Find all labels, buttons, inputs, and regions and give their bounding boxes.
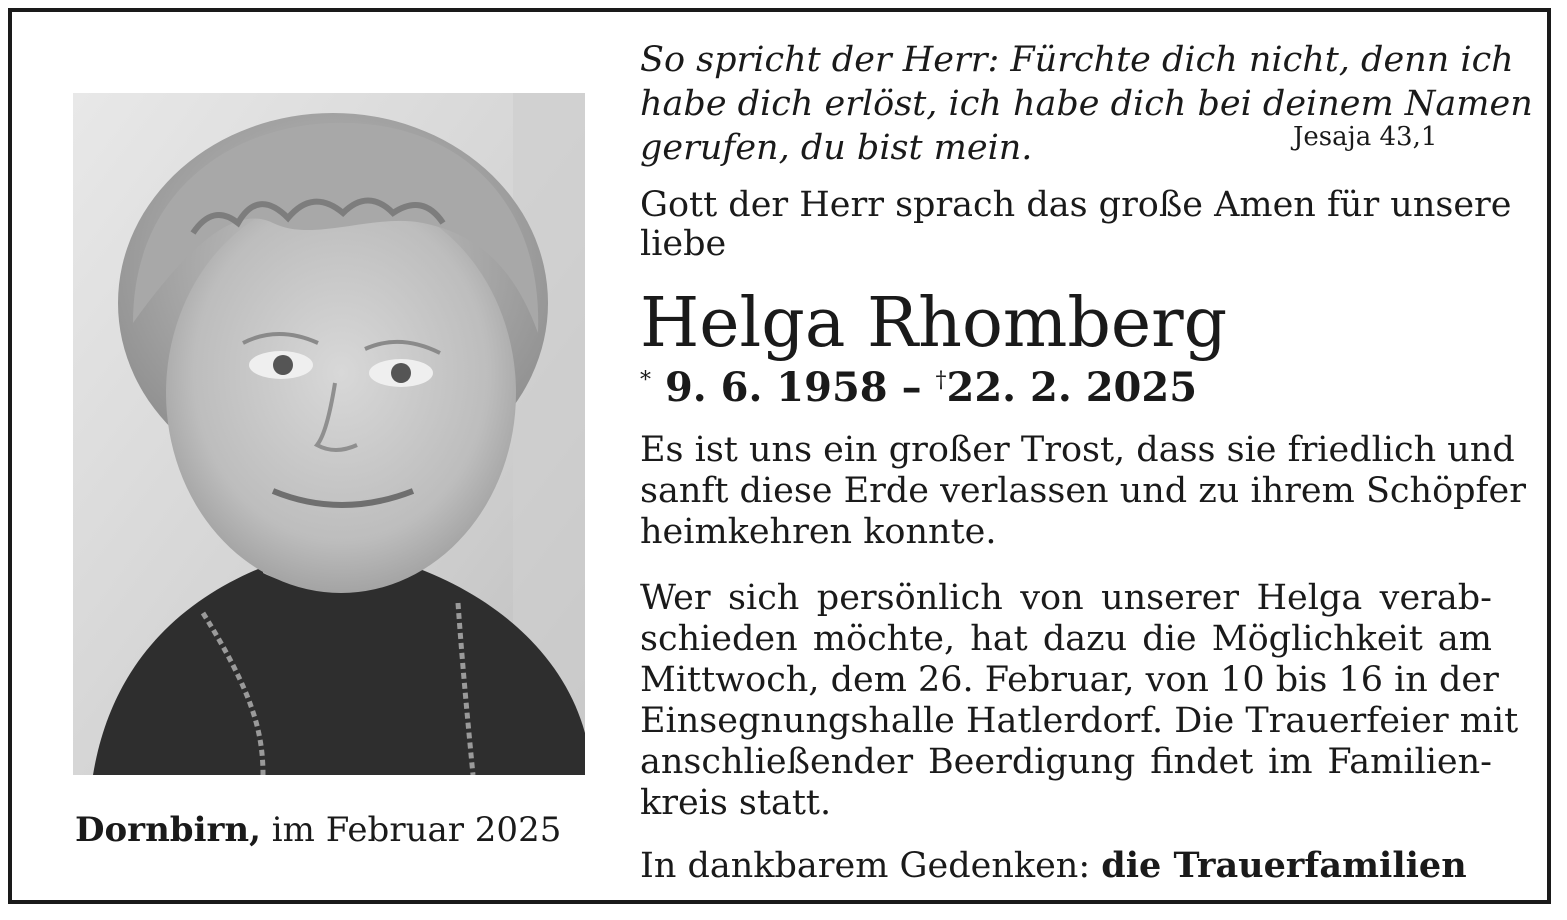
quote-line: habe dich erlöst, ich habe dich bei deinem Namen — [640, 84, 1533, 124]
intro-line: Gott der Herr sprach das große Amen für unsere — [640, 185, 1512, 225]
paragraph-line: anschließender Beerdigung findet im Familien- — [640, 742, 1492, 782]
paragraph-line: heimkehren konnte. — [640, 512, 997, 552]
place-city: Dornbirn, — [75, 810, 261, 850]
life-dates — [640, 364, 1495, 411]
death-symbol: † — [935, 368, 947, 393]
portrait-photo — [73, 93, 585, 775]
birth-date: 9. 6. 1958 — [664, 364, 888, 411]
place-date: im Februar 2025 — [271, 810, 562, 850]
intro-line: liebe — [640, 224, 727, 264]
paragraph-line: Mittwoch, dem 26. Februar, von 10 bis 16 in der — [640, 660, 1499, 700]
closing-line — [640, 845, 1495, 886]
date-separator: – — [901, 364, 922, 411]
paragraph-line: kreis statt. — [640, 783, 832, 823]
death-date: 22. 2. 2025 — [946, 364, 1198, 411]
consolation-paragraph — [640, 430, 1526, 553]
farewell-paragraph — [640, 578, 1519, 824]
paragraph-line: Einsegnungshalle Hatlerdorf. Die Trauerfeier mit — [640, 701, 1519, 741]
deceased-name: Helga Rhomberg — [640, 284, 1228, 363]
quote-line: So spricht der Herr: Fürchte dich nicht, denn ich — [640, 40, 1514, 80]
intro-text — [640, 185, 1512, 264]
place-and-date — [75, 810, 561, 850]
birth-symbol: * — [640, 368, 651, 393]
closing-prefix: In dankbarem Gedenken: — [640, 846, 1091, 886]
quote-line: gerufen, du bist mein. — [640, 128, 1033, 168]
closing-signature: die Trauerfamilien — [1101, 845, 1467, 886]
paragraph-line: schieden möchte, hat dazu die Möglichkeit am — [640, 619, 1492, 659]
paragraph-line: Wer sich persönlich von unserer Helga verab- — [640, 578, 1492, 618]
paragraph-line: sanft diese Erde verlassen und zu ihrem Schöpfer — [640, 471, 1526, 511]
quote-reference: Jesaja 43,1 — [1293, 122, 1438, 152]
paragraph-line: Es ist uns ein großer Trost, dass sie friedlich und — [640, 430, 1515, 470]
